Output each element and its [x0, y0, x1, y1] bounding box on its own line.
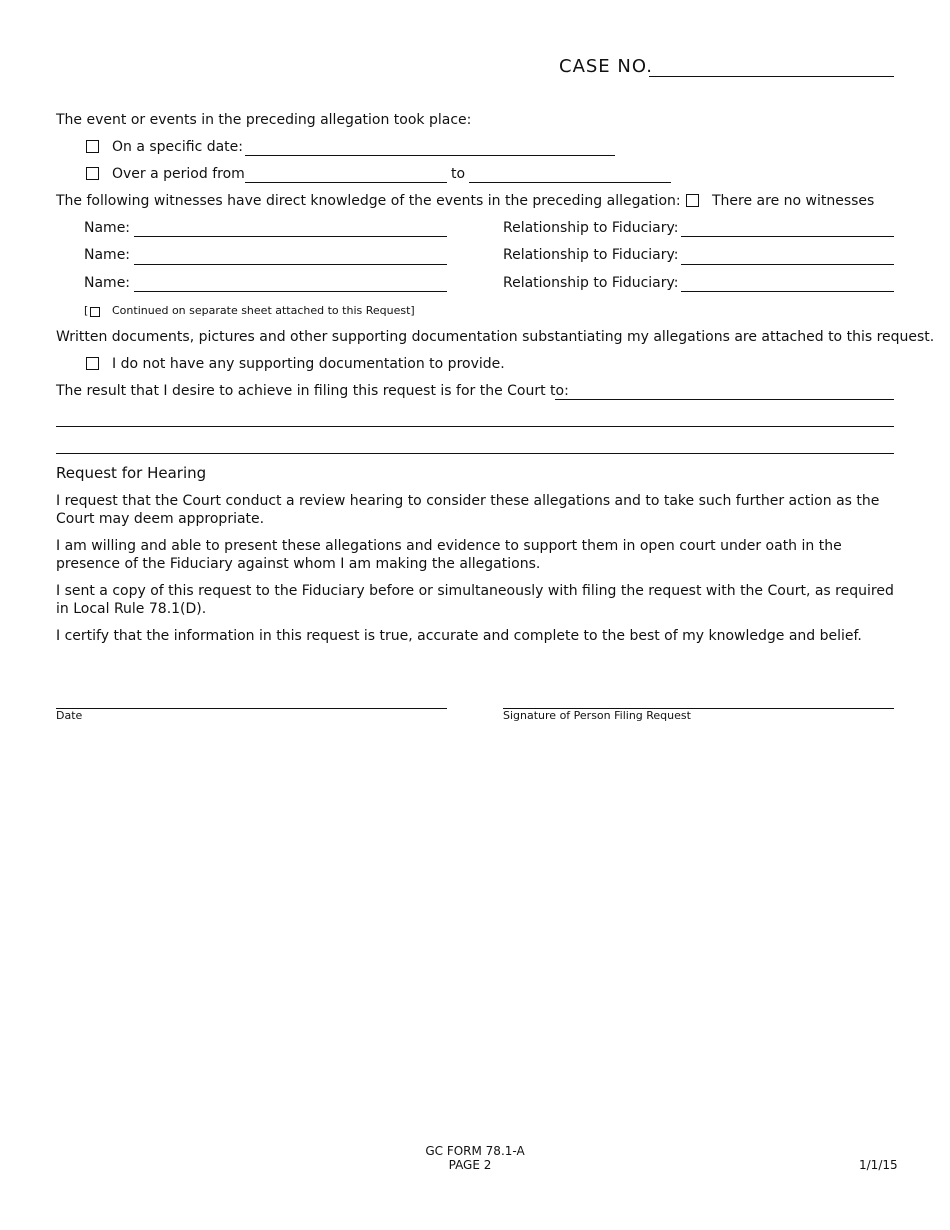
- no-documents-checkbox[interactable]: [86, 357, 99, 370]
- hearing-paragraph-4: I certify that the information in this request is true, accurate and complete to the best of my knowledge and belief.: [56, 628, 862, 644]
- period-to-field[interactable]: [469, 168, 671, 183]
- no-witnesses-checkbox[interactable]: [686, 194, 699, 207]
- witness-name-field[interactable]: [134, 222, 447, 237]
- event-intro: The event or events in the preceding allegation took place:: [56, 112, 472, 128]
- witness-name-label: Name:: [84, 220, 131, 236]
- hearing-paragraph-2: I am willing and able to present these allegations and evidence to support them in open court under oath in the presence of the Fiduciary against whom I am making the allegations.: [56, 538, 842, 572]
- date-field[interactable]: [56, 708, 447, 709]
- date-label: Date: [56, 709, 83, 722]
- case-no-label: CASE NO.: [559, 56, 654, 77]
- specific-date-field[interactable]: [245, 141, 615, 156]
- witnesses-intro: The following witnesses have direct knowledge of the events in the preceding allegation:: [56, 193, 681, 209]
- witness-relationship-label: Relationship to Fiduciary:: [503, 220, 679, 236]
- documents-statement: Written documents, pictures and other supporting documentation substantiating my allegations are attached to this request.: [56, 329, 935, 345]
- hearing-paragraph-3: I sent a copy of this request to the Fiduciary before or simultaneously with filing the request with the Court, as required in Local Rule 78.1(D).: [56, 583, 894, 617]
- continued-checkbox[interactable]: [90, 307, 100, 317]
- form-id: GC FORM 78.1-A: [425, 1144, 525, 1158]
- witness-relationship-label: Relationship to Fiduciary:: [503, 247, 679, 263]
- specific-date-checkbox[interactable]: [86, 140, 99, 153]
- witness-relationship-field[interactable]: [681, 277, 894, 292]
- result-field-line-3[interactable]: [56, 453, 894, 454]
- no-witnesses-label: There are no witnesses: [712, 193, 875, 209]
- revision-date: 1/1/15: [859, 1158, 898, 1172]
- witness-relationship-field[interactable]: [681, 250, 894, 265]
- case-no-field[interactable]: [649, 60, 894, 77]
- page-number: PAGE 2: [448, 1158, 492, 1172]
- witness-name-label: Name:: [84, 275, 131, 291]
- result-field-line-1[interactable]: [555, 385, 894, 400]
- continued-label: Continued on separate sheet attached to this Request]: [112, 304, 415, 317]
- period-from-label: Over a period from: [112, 166, 245, 182]
- no-documents-label: I do not have any supporting documentation to provide.: [112, 356, 505, 372]
- period-to-label: to: [451, 166, 466, 182]
- hearing-heading: Request for Hearing: [56, 464, 207, 482]
- result-label: The result that I desire to achieve in filing this request is for the Court to:: [56, 383, 569, 399]
- witness-relationship-field[interactable]: [681, 222, 894, 237]
- signature-label: Signature of Person Filing Request: [503, 709, 691, 722]
- period-from-field[interactable]: [245, 168, 447, 183]
- period-checkbox[interactable]: [86, 167, 99, 180]
- witness-relationship-label: Relationship to Fiduciary:: [503, 275, 679, 291]
- specific-date-label: On a specific date:: [112, 139, 244, 155]
- witness-name-label: Name:: [84, 247, 131, 263]
- witness-name-field[interactable]: [134, 277, 447, 292]
- result-field-line-2[interactable]: [56, 426, 894, 427]
- witness-name-field[interactable]: [134, 250, 447, 265]
- hearing-paragraph-1: I request that the Court conduct a review hearing to consider these allegations and to take such further action as the Court may deem appropriate.: [56, 493, 880, 527]
- continued-bracket: [: [84, 304, 89, 317]
